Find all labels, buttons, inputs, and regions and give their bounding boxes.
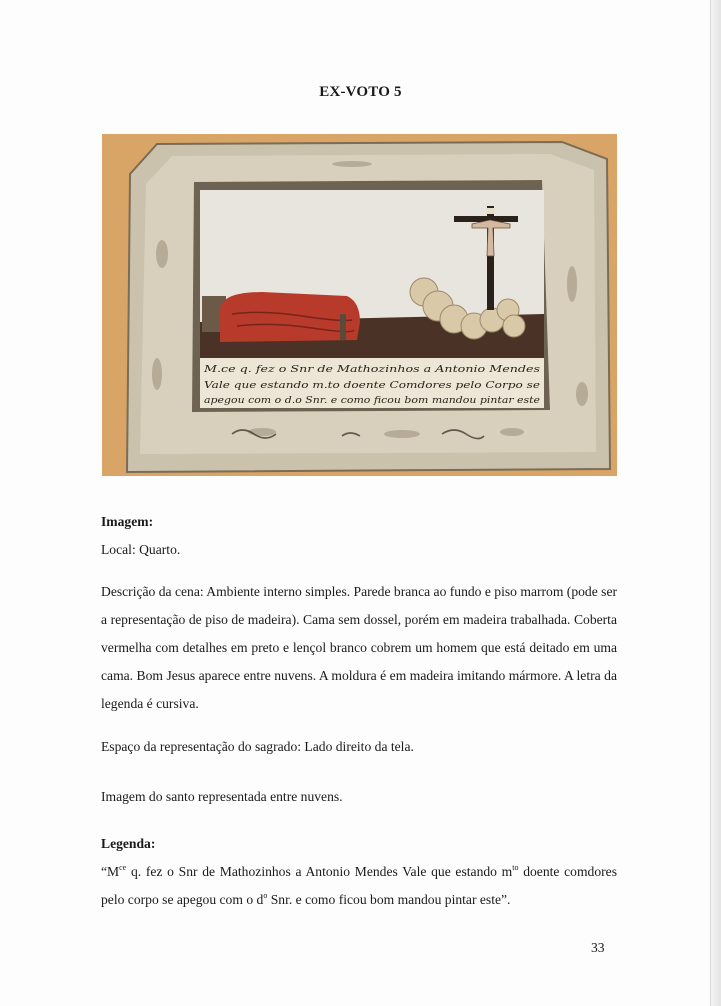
imagem-heading: Imagem: [101,514,154,529]
page-title: EX-VOTO 5 [319,84,402,100]
legenda-sup-3: o [263,891,268,900]
legenda-part-3: Snr. e como ficou bom mandou pintar este”. [267,892,511,907]
legenda-text [101,858,617,914]
page-number: 33 [591,940,605,955]
legenda-sup-2: to [512,863,519,872]
legenda-sup-1: ce [119,863,127,872]
inscription-line-2: Vale que estando m.to doente Comdores pelo Corpo se [204,380,541,391]
inscription-line-3: apegou com o d.o Snr. e como ficou bom mandou pintar este [204,396,540,406]
bed-blanket [220,292,360,342]
legenda-part-1: q. fez o Snr de Mathozinhos a Antonio Mendes Vale que estando m [126,864,513,879]
legenda-section [101,830,617,914]
imagem-section [101,508,617,564]
descricao-paragraph [101,578,617,718]
local-text: Local: Quarto. [101,542,181,557]
ex-voto-painting [102,134,617,476]
page-edge [710,0,721,1006]
inscription-text [203,364,541,406]
legenda-open-quote: “M [101,864,120,879]
inscription-line-1: M.ce q. fez o Snr de Mathozinhos a Antonio Mendes [202,364,541,375]
legenda-part-2: doente comdores pelo corpo se apegou com o d [101,864,617,907]
espaco-text: Espaço da representação do sagrado: Lado direito da tela. [101,739,414,754]
santo-paragraph [101,783,617,811]
santo-text: Imagem do santo representada entre nuvens. [101,789,343,804]
bed-post [340,314,346,340]
descricao-text: Descrição da cena: Ambiente interno simples. Parede branca ao fundo e piso marrom (pode ser a representação de piso de madeira). Cama sem dossel, porém em madeira trabalhada. Coberta vermelha com detalhes em preto e lençol branco cobrem um homem que está deitado em uma cama. Bom Jesus aparece entre nuvens. A moldura é em madeira imitando mármore. A letra da legenda é cursiva. [101,584,617,711]
legenda-heading: Legenda: [101,836,156,851]
espaco-paragraph [101,733,617,761]
ex-voto-photo [102,134,617,476]
